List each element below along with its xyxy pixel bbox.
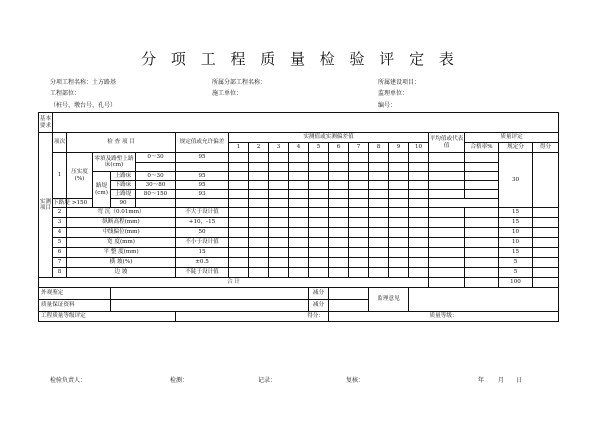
table-row-score: 15 [499, 248, 533, 258]
table-row-no: 2 [53, 208, 67, 218]
header-supervisor: 监理单位： [378, 90, 409, 97]
col-3: 3 [269, 143, 289, 153]
footer-reviewer: 复核： [346, 377, 365, 384]
header-division-name: 所属分部工程名称： [212, 79, 267, 86]
col-2: 2 [249, 143, 269, 153]
table-row-no: 8 [53, 268, 67, 278]
measured-items-label: 实测项目 [39, 133, 53, 278]
specified-score-header: 规定分 [499, 143, 533, 153]
footer-month: 月 [498, 377, 505, 384]
deduction-label-1: 减分 [309, 288, 329, 300]
page-title: 分 项 工 程 质 量 检 验 评 定 表 [141, 50, 459, 68]
table-row-spec: 不大于设计值 [176, 208, 229, 218]
footer-day: 日 [516, 377, 523, 384]
appearance-cell [111, 288, 309, 300]
upper-subgrade-label: 上路床 [111, 172, 136, 181]
score-header: 得分 [533, 143, 559, 153]
col-6: 6 [329, 143, 349, 153]
upper-embankment-label: 上路堤 [111, 190, 136, 199]
appearance-label: 外观鉴定 [39, 288, 111, 300]
table-row-score: 15 [499, 218, 533, 228]
col-5: 5 [309, 143, 329, 153]
header-contractor: 施工单位： [212, 90, 243, 97]
table-row-spec: ±0.5 [176, 258, 229, 268]
table-row-name: 宽 度(mm) [67, 238, 176, 248]
header-station: （桩号、墩台号、孔号） [50, 102, 117, 109]
upper-embankment-range: 80～150 [136, 190, 176, 199]
lower-embankment-label: 下路堤 [53, 199, 70, 206]
header-location: 工程部位： [50, 90, 81, 97]
table-row-name: 中线偏位(mm) [67, 228, 176, 238]
table-row-spec: 不陡于设计值 [176, 268, 229, 278]
lower-subgrade-label: 下路床 [111, 181, 136, 190]
table-row-score: 10 [499, 238, 533, 248]
grade-level-label: 质量等级： [329, 312, 559, 322]
table-row-spec: 不小于设计值 [176, 238, 229, 248]
inspection-item-header: 检 查 项 目 [67, 133, 176, 153]
table-row-no: 7 [53, 258, 67, 268]
average-value-header: 平均值或代表值 [429, 133, 465, 153]
table-row-score: 15 [499, 208, 533, 218]
item-1-number: 1 [53, 153, 67, 199]
col-4: 4 [289, 143, 309, 153]
quality-docs-cell [111, 300, 309, 312]
table-row-name: 平 整 度(mm) [67, 248, 176, 258]
lower-embankment-value: 90 [111, 199, 136, 208]
cut-subgrade-label: 零填及路堑上路床(cm) [93, 153, 136, 172]
header-construction-project: 所属建设项目： [378, 79, 421, 86]
upper-embankment-value: 93 [176, 190, 229, 199]
embankment-label: 路堤(cm) [93, 172, 111, 208]
col-10: 10 [409, 143, 429, 153]
item-number-header: 项次 [53, 133, 67, 153]
inspection-table [38, 112, 559, 322]
deduction-cell-1 [329, 288, 369, 300]
cut-value: 95 [176, 153, 229, 163]
table-row-name: 纵断高程(mm) [67, 218, 176, 228]
col-9: 9 [389, 143, 409, 153]
supervision-opinion-cell [409, 288, 559, 312]
total-label: 合 计 [39, 278, 429, 288]
lower-embankment-range: >150 [67, 199, 93, 208]
upper-subgrade-value: 95 [176, 172, 229, 181]
basic-requirements-cell [53, 113, 559, 133]
supervision-opinion-label: 监理意见 [369, 288, 409, 312]
footer-tester: 检测： [170, 377, 189, 384]
footer-recorder: 记录： [258, 377, 277, 384]
header-project-name: 分项工程名称：土方路基 [50, 79, 117, 86]
table-row-spec: +10，-15 [176, 218, 229, 228]
footer-inspector: 检验负责人： [50, 377, 87, 384]
table-row-name: 弯 沉（0.01mm） [67, 208, 176, 218]
table-row-spec: 15 [176, 248, 229, 258]
quality-docs-label: 质量保证资料 [39, 300, 111, 312]
quality-assessment-header: 质量评定 [465, 133, 559, 143]
basic-requirements-label: 基本要求 [39, 113, 53, 133]
total-score: 100 [499, 278, 533, 288]
table-row-score: 5 [499, 268, 533, 278]
col-1: 1 [229, 143, 249, 153]
measured-values-header: 实测值或实测偏差值 [229, 133, 429, 143]
lower-subgrade-value: 95 [176, 181, 229, 190]
specified-value-header: 规定值或允许偏差 [176, 133, 229, 153]
footer-year: 年 [478, 377, 485, 384]
table-row-score: 5 [499, 258, 533, 268]
table-row-no: 4 [53, 228, 67, 238]
cut-range: 0～30 [136, 153, 176, 163]
table-row-no: 5 [53, 238, 67, 248]
table-row-score: 10 [499, 228, 533, 238]
col-7: 7 [349, 143, 369, 153]
table-row-no: 6 [53, 248, 67, 258]
pass-rate-header: 合格率% [465, 143, 499, 153]
table-row-name: 横 坡(%) [67, 258, 176, 268]
table-row-no: 3 [53, 218, 67, 228]
grade-score-label: 得分： [176, 312, 329, 322]
upper-subgrade-range: 0～30 [136, 172, 176, 181]
deduction-cell-2 [329, 300, 369, 312]
deduction-label-2: 减分 [309, 300, 329, 312]
col-8: 8 [369, 143, 389, 153]
header-number: 编号： [378, 102, 397, 109]
table-row-spec: 50 [176, 228, 229, 238]
item-1-score: 30 [499, 153, 533, 208]
grade-assessment-label: 工程质量等级评定 [39, 312, 176, 322]
table-row-name: 边 坡 [67, 268, 176, 278]
compaction-label: 压实度(%) [67, 153, 93, 199]
lower-subgrade-range: 30～80 [136, 181, 176, 190]
